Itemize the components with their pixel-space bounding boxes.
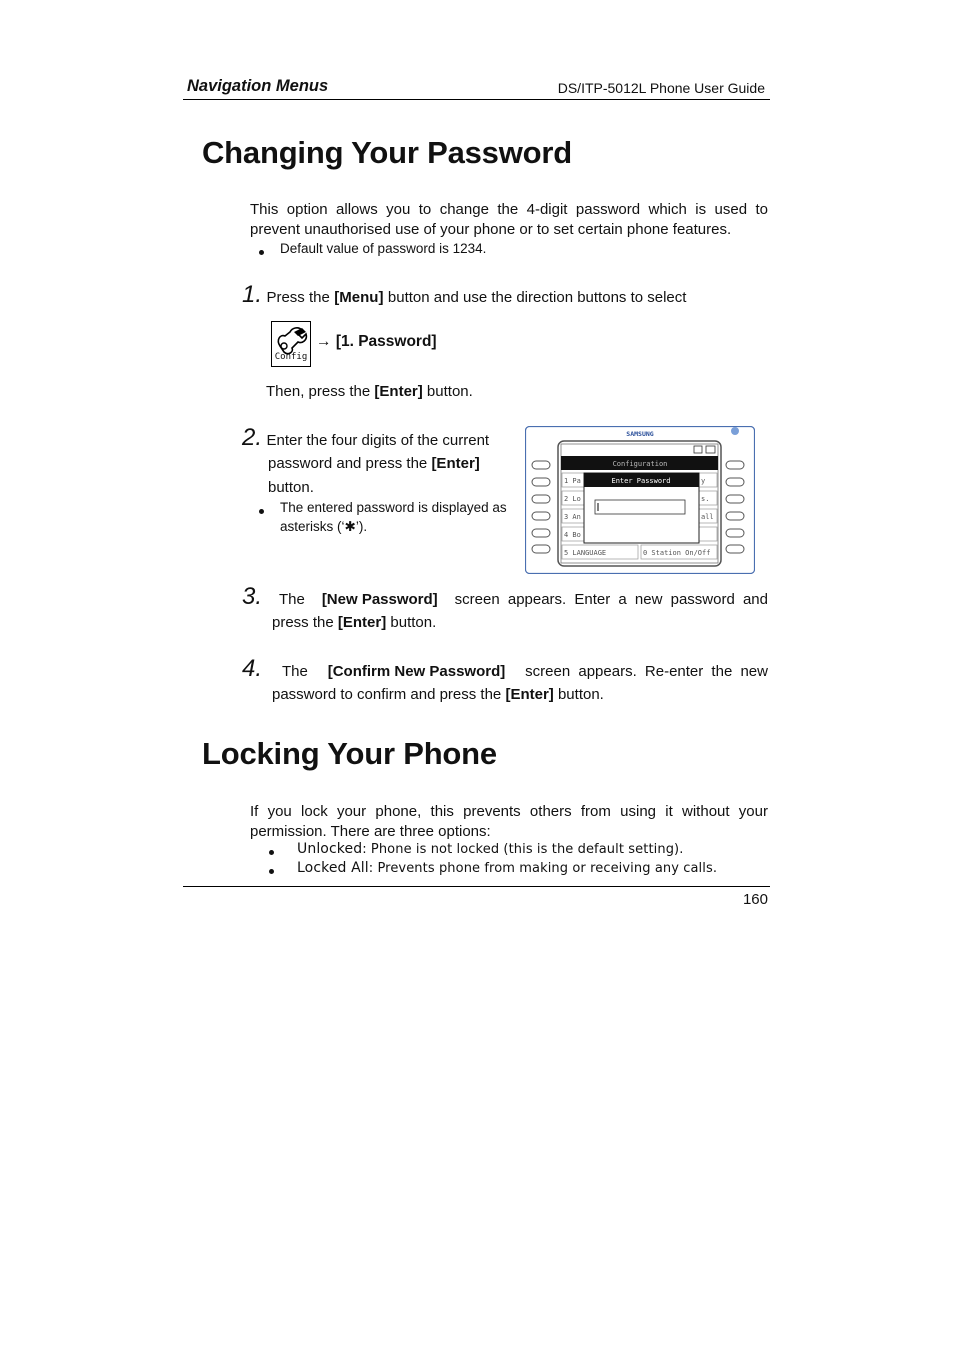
section-title-password: Changing Your Password: [202, 135, 572, 170]
bullet-dot: [259, 250, 264, 255]
step-number: 3.: [242, 583, 263, 610]
step-4-line2: password to confirm and press the [Enter] button.: [272, 686, 604, 703]
step-2-line2: password and press the [Enter]: [268, 455, 480, 472]
header-section-title: Navigation Menus: [187, 77, 329, 95]
bullet-dot: [259, 509, 264, 514]
step-2-note-2: asterisks (‘✱’).: [280, 519, 368, 534]
svg-text:all: all: [701, 513, 714, 521]
phone-dialog-title: Enter Password: [611, 477, 671, 485]
step-2: 2. Enter the four digits of the current: [242, 424, 490, 451]
bullet-dot: [269, 869, 274, 874]
svg-text:0 Station On/Off: 0 Station On/Off: [643, 549, 711, 557]
phone-brand: SAMSUNG: [626, 430, 654, 438]
step-number: 1.: [242, 281, 263, 308]
password-intro: This option allows you to change the 4-digit password which is used to prevent unauthorised use of your phone or to set certain phone features.: [250, 201, 768, 238]
svg-text:2 Lo: 2 Lo: [564, 495, 581, 503]
svg-text:y: y: [701, 477, 706, 485]
svg-text:3 An: 3 An: [564, 513, 581, 521]
config-icon: [271, 321, 311, 367]
step-3: 3. The [New Password] screen appears. Enter a new password and: [242, 583, 768, 610]
arrow-right-icon: →: [316, 333, 332, 350]
svg-text:s.: s.: [701, 495, 710, 503]
bullet-dot: [269, 850, 274, 855]
phone-screen-illustration: [525, 426, 755, 574]
header-rule: [183, 99, 770, 100]
footer-rule: [183, 886, 770, 887]
step-number: 4.: [242, 655, 263, 682]
page-number: 160: [742, 891, 768, 908]
step-1: 1. Press the [Menu] button and use the direction buttons to select: [242, 281, 687, 308]
password-default-note: Default value of password is 1234.: [280, 241, 487, 256]
step-4: 4. The [Confirm New Password] screen appears. Re-enter the new: [242, 655, 768, 682]
step-2-note-1: The entered password is displayed as: [280, 500, 507, 515]
step-1-then: Then, press the [Enter] button.: [266, 383, 473, 400]
section-title-locking: Locking Your Phone: [202, 736, 497, 771]
lock-option-unlocked: Unlocked: Phone is not locked (this is the default setting).: [297, 841, 684, 857]
header-guide-title: DS/ITP-5012L Phone User Guide: [557, 80, 765, 96]
step-3-line2: press the [Enter] button.: [272, 614, 437, 631]
locking-intro: If you lock your phone, this prevents others from using it without your permission. There are three options:: [250, 803, 768, 840]
svg-text:1 Pa: 1 Pa: [564, 477, 581, 485]
menu-path: → [1. Password]: [316, 333, 437, 350]
config-icon-label: Config: [274, 352, 308, 362]
svg-text:5 LANGUAGE: 5 LANGUAGE: [564, 549, 607, 557]
step-2-line3: button.: [268, 479, 314, 496]
phone-menu-title: Configuration: [612, 460, 668, 468]
svg-text:4 Bo: 4 Bo: [564, 531, 581, 539]
lock-option-locked-all: Locked All: Prevents phone from making or receiving any calls.: [297, 860, 718, 876]
step-number: 2.: [242, 424, 263, 451]
